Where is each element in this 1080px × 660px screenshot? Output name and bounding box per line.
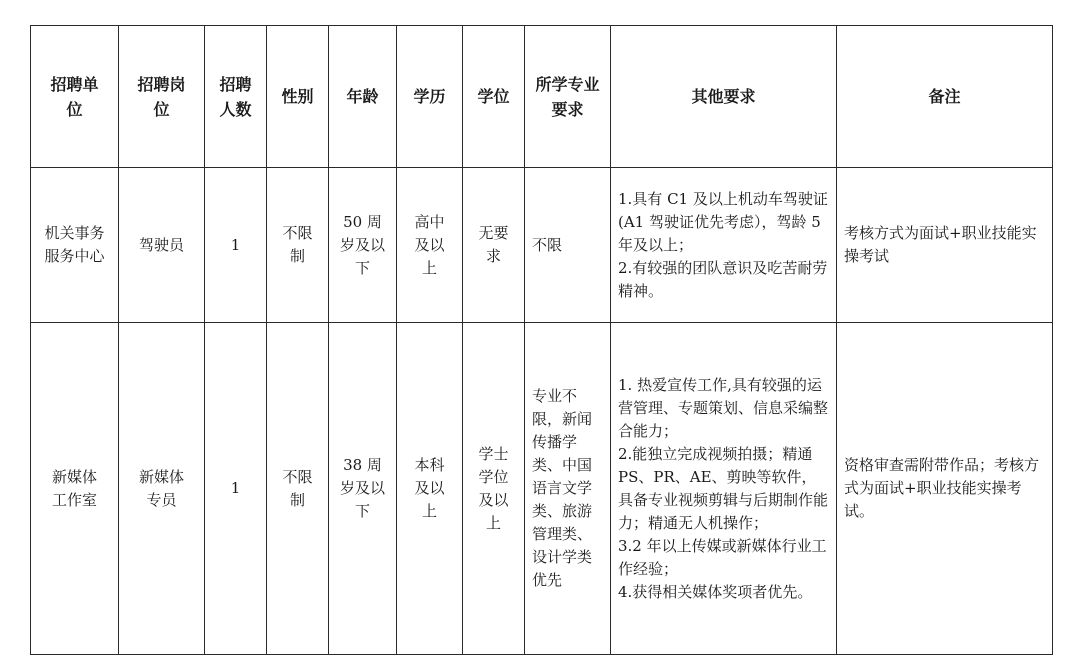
header-degree: 学位 [463,26,525,168]
header-count: 招聘人数 [205,26,267,168]
header-other: 其他要求 [611,26,837,168]
cell-count: 1 [205,323,267,655]
table-header-row [31,26,1053,168]
cell-remark: 考核方式为面试+职业技能实操考试 [837,168,1053,323]
cell-unit: 机关事务服务中心 [31,168,119,323]
recruitment-table [30,25,1053,655]
header-major: 所学专业要求 [525,26,611,168]
cell-unit: 新媒体工作室 [31,323,119,655]
cell-age: 38 周岁及以下 [329,323,397,655]
cell-post: 驾驶员 [119,168,205,323]
cell-remark: 资格审查需附带作品；考核方式为面试+职业技能实操考试。 [837,323,1053,655]
requirement-item: 1. 热爱宣传工作,具有较强的运营管理、专题策划、信息采编整合能力； [618,375,829,440]
cell-gender: 不限制 [267,168,329,323]
header-unit: 招聘单位 [31,26,119,168]
table-row [31,168,1053,323]
cell-other [611,168,837,323]
cell-degree: 学士学位及以上 [463,323,525,655]
cell-post: 新媒体专员 [119,323,205,655]
cell-gender: 不限制 [267,323,329,655]
header-gender: 性别 [267,26,329,168]
header-post: 招聘岗位 [119,26,205,168]
requirement-item: 2.能独立完成视频拍摄；精通 PS、PR、AE、剪映等软件，具备专业视频剪辑与后期制作能力；精通无人机操作； [618,444,829,532]
requirement-item: 2.有较强的团队意识及吃苦耐劳精神。 [618,258,828,300]
requirement-item: 1.具有 C1 及以上机动车驾驶证(A1 驾驶证优先考虑），驾龄 5 年及以上； [618,189,828,254]
cell-age: 50 周岁及以下 [329,168,397,323]
requirement-item: 3.2 年以上传媒或新媒体行业工作经验； [618,536,827,578]
header-education: 学历 [397,26,463,168]
table-row [31,323,1053,655]
header-age: 年龄 [329,26,397,168]
cell-major: 专业不限，新闻传播学类、中国语言文学类、旅游管理类、设计学类优先 [525,323,611,655]
cell-education: 高中及以上 [397,168,463,323]
header-remark: 备注 [837,26,1053,168]
cell-other [611,323,837,655]
cell-major: 不限 [525,168,611,323]
requirement-item: 4.获得相关媒体奖项者优先。 [618,582,813,601]
cell-count: 1 [205,168,267,323]
cell-degree: 无要求 [463,168,525,323]
cell-education: 本科及以上 [397,323,463,655]
